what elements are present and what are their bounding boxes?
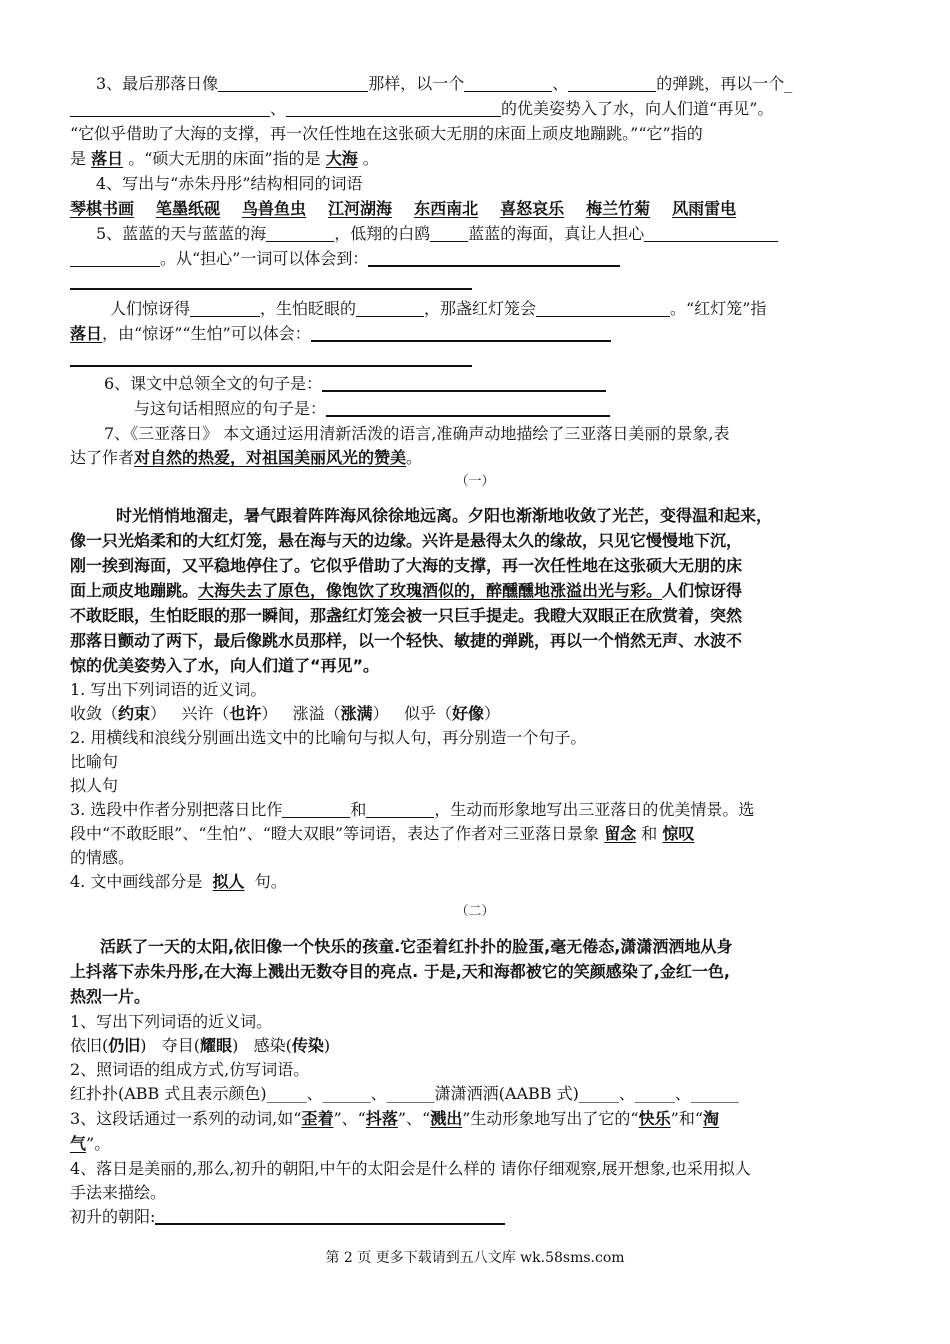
q-text: 3、这段话通过一系列的动词,如“ xyxy=(70,1109,302,1128)
passage-line: 刚一挨到海面，又平稳地停住了。它似乎借助了大海的支撑，再一次任性地在这张硕大无朋的床 xyxy=(70,556,743,575)
q-text: 3. 选段中作者分别把落日比作 xyxy=(70,800,283,819)
answer: 歪着 xyxy=(301,1109,334,1128)
s1-q2: 2. 用横线和浪线分别画出选文中的比喻句与拟人句，再分别造一个句子。 xyxy=(70,728,587,747)
answer-line[interactable] xyxy=(70,365,472,367)
q-text: ”和“ xyxy=(670,1109,704,1128)
blank[interactable] xyxy=(536,298,670,317)
q3-line-3: “它似乎借助了大海的支撑，再一次任性地在这张硕大无朋的床面上顽皮地蹦跳。”“它”指的 xyxy=(70,124,703,143)
passage-line: 那落日颤动了两下，最后像跳水员那样，以一个轻快、敏捷的弹跳，再以一个悄然无声、水波不 xyxy=(70,631,743,650)
q7-text: 。 xyxy=(406,448,423,467)
q-text: 初升的朝阳: xyxy=(70,1207,156,1226)
s2-q4-line-1: 4、落日是美丽的,那么,初升的朝阳,中午的太阳会是什么样的 请你仔细观察,展开想象,也采用拟人 xyxy=(70,1159,751,1178)
q-text: ，生动而形象地写出三亚落日的优美情景。选 xyxy=(434,800,755,819)
q5-line-1 xyxy=(96,222,890,246)
answer-line[interactable] xyxy=(326,397,610,417)
q3-text: 的优美姿势入了水，向人们道“再见”。 xyxy=(501,99,774,118)
q-text: 句。 xyxy=(254,872,287,891)
s2-synonyms: 依旧(仍旧) 夺目(耀眼) 感染(传染) xyxy=(70,1036,331,1055)
answer: 落日 xyxy=(70,324,103,343)
q3-line-1: 3、最后那落日像 那样，以一个 、 的弹跳，再以一个_ xyxy=(96,74,793,93)
q3-text: 那样，以一个 xyxy=(368,74,465,93)
answer-word: 东西南北 xyxy=(414,199,479,218)
passage-text: 人们惊讶得 xyxy=(662,581,743,600)
q-text: 段中“不敢眨眼”、“生怕”、“瞪大双眼”等词语，表达了作者对三亚落日景象 xyxy=(70,824,600,843)
passage-line: 像一只光焰柔和的大红灯笼，悬在海与天的边缘。兴许是悬得太久的缘故，只见它慢慢地下沉， xyxy=(70,531,743,550)
blank[interactable] xyxy=(464,73,552,92)
q-text: 和 xyxy=(641,824,658,843)
q5-line-2 xyxy=(70,247,890,271)
blank[interactable] xyxy=(366,799,434,818)
s2-q3-line-2 xyxy=(70,1132,890,1156)
q5-para-line-2 xyxy=(70,322,890,346)
q3-line-2: 、 的优美姿势入了水，向人们道“再见”。 xyxy=(70,97,890,121)
answer: 耀眼 xyxy=(200,1036,233,1055)
q3-text: 。 xyxy=(362,149,379,168)
passage-line: 时光悄悄地溜走，暑气跟着阵阵海风徐徐地远离。夕阳也渐渐地收敛了光芒，变得温和起来， xyxy=(116,506,773,525)
word: 兴许 xyxy=(181,704,214,723)
answer-line[interactable] xyxy=(70,288,472,290)
q5-text: ，由“惊讶”“生怕”可以体会： xyxy=(102,324,311,343)
blank[interactable] xyxy=(282,799,350,818)
word: 感染 xyxy=(253,1036,286,1055)
blank[interactable] xyxy=(218,73,368,92)
s2-q2: 2、照词语的组成方式,仿写词语。 xyxy=(70,1060,310,1079)
blank[interactable] xyxy=(286,98,501,117)
answer-word: 江河湖海 xyxy=(328,199,393,218)
blank[interactable] xyxy=(430,223,468,242)
answer: 惊叹 xyxy=(662,824,695,843)
q5-text: 。“红灯笼”指 xyxy=(670,299,767,318)
answer-word: 鸟兽鱼虫 xyxy=(242,199,307,218)
q5-text: 蓝蓝的海面，真让人担心 xyxy=(468,224,645,243)
q3-text: 。“硕大无朋的床面”指的是 xyxy=(128,149,321,168)
q5-text: ，低翔的白鸥 xyxy=(334,224,431,243)
q5-text: ，生怕眨眼的 xyxy=(260,299,357,318)
q3-line-4 xyxy=(70,147,890,171)
passage-line: 不敢眨眼，生怕眨眼的那一瞬间，那盏红灯笼会被一只巨手提走。我瞪大双眼正在欣赏着，突然 xyxy=(70,606,743,625)
underlined-sentence: 大海失去了原色，像饱饮了玫瑰酒似的，醉醺醺地涨溢出光与彩。 xyxy=(198,581,663,600)
blank[interactable] xyxy=(568,73,656,92)
s2-q1: 1、写出下列词语的近义词。 xyxy=(70,1012,273,1031)
answer: 约束 xyxy=(118,704,151,723)
q3-text: 是 xyxy=(70,149,87,168)
word: 收敛 xyxy=(70,704,103,723)
answer: 仍旧 xyxy=(108,1036,141,1055)
answer: 留念 xyxy=(604,824,637,843)
answer-line[interactable] xyxy=(155,1205,505,1225)
passage-line: 热烈一片。 xyxy=(70,987,151,1006)
q4-prompt: 4、写出与“赤朱丹彤”结构相同的词语 xyxy=(96,174,363,193)
blank[interactable] xyxy=(70,98,270,117)
q5-text: 。从“担心”一词可以体会到： xyxy=(160,249,369,268)
page-footer: 第 2 页 更多下载请到五八文库 wk.58sms.com xyxy=(325,1250,625,1266)
s1-metaphor-label: 比喻句 xyxy=(70,752,119,771)
section-title: （一） xyxy=(455,474,495,489)
s1-q3-line-2 xyxy=(70,822,890,846)
answer-word: 风雨雷电 xyxy=(672,199,737,218)
q5-text: 5、蓝蓝的天与蓝蓝的海 xyxy=(96,224,267,243)
answer-line[interactable] xyxy=(368,247,620,267)
q3-text: 的弹跳，再以一个 xyxy=(656,74,785,93)
answer: 落日 xyxy=(91,149,124,168)
q6-text: 6、课文中总领全文的句子是： xyxy=(104,374,323,393)
q6-text: 与这句话相照应的句子是： xyxy=(134,399,327,418)
q7-text: 达了作者 xyxy=(70,448,135,467)
word: 依旧 xyxy=(70,1036,103,1055)
s2-q4-line-3 xyxy=(70,1205,890,1229)
passage-text: 面上顽皮地蹦跳。 xyxy=(70,581,199,600)
blank[interactable] xyxy=(190,298,260,317)
answer: 也许 xyxy=(229,704,262,723)
blank[interactable] xyxy=(356,298,424,317)
answer: 快乐 xyxy=(638,1109,671,1128)
word: 涨溢 xyxy=(292,704,325,723)
answer-word: 琴棋书画 xyxy=(70,199,135,218)
section-title: （二） xyxy=(455,904,495,919)
q-text: 4. 文中画线部分是 xyxy=(70,872,203,891)
passage-line: 惊的优美姿势入了水，向人们道了“再见”。 xyxy=(70,656,380,675)
q6-line-2 xyxy=(134,397,890,421)
s1-q1: 1. 写出下列词语的近义词。 xyxy=(70,680,267,699)
word: 夺目 xyxy=(161,1036,194,1055)
passage-line: 上抖落下赤朱丹彤,在大海上溅出无数夺目的亮点. 于是,天和海都被它的笑颜感染了,金红一色, xyxy=(70,962,730,981)
answer: 对自然的热爱，对祖国美丽风光的赞美 xyxy=(134,448,407,467)
answer: 淘 xyxy=(703,1109,720,1128)
q3-text: 3、最后那落日像 xyxy=(96,74,219,93)
q-text: ”。 xyxy=(86,1134,111,1153)
answer-word: 喜怒哀乐 xyxy=(500,199,565,218)
q5-text: 人们惊讶得 xyxy=(110,299,191,318)
answer: 气 xyxy=(70,1134,87,1153)
answer: 传染 xyxy=(291,1036,324,1055)
answer: 拟人 xyxy=(212,872,245,891)
s2-q4-line-2: 手法来描绘。 xyxy=(70,1183,167,1202)
answer: 好像 xyxy=(451,704,484,723)
q6-line-1 xyxy=(104,372,890,396)
answer: 溅出 xyxy=(430,1109,463,1128)
q-text: ”生动形象地写出了它的“ xyxy=(462,1109,639,1128)
word: 似乎 xyxy=(403,704,436,723)
q5-para-line-1 xyxy=(110,297,890,321)
q7-line-2 xyxy=(70,446,890,470)
answer: 大海 xyxy=(325,149,358,168)
blank[interactable] xyxy=(70,248,160,267)
q4-answer-words xyxy=(70,197,890,221)
answer-word: 梅兰竹菊 xyxy=(586,199,651,218)
blank[interactable] xyxy=(266,223,334,242)
s1-q3-line-1 xyxy=(70,798,890,822)
answer: 抖落 xyxy=(365,1109,398,1128)
s1-personify-label: 拟人句 xyxy=(70,776,119,795)
q5-text: ，那盏红灯笼会 xyxy=(424,299,537,318)
answer-line[interactable] xyxy=(322,372,606,392)
s1-q4 xyxy=(70,870,890,894)
s1-q3-line-3: 的情感。 xyxy=(70,848,135,867)
s1-synonyms: 收敛（约束） 兴许（也许） 涨溢（涨满） 似乎（好像） xyxy=(70,704,500,723)
q-text: 和 xyxy=(350,800,367,819)
answer-line[interactable] xyxy=(311,322,611,342)
answer: 涨满 xyxy=(340,704,373,723)
passage-line xyxy=(70,579,890,603)
passage-line: 活跃了一天的太阳,依旧像一个快乐的孩童.它歪着红扑扑的脸蛋,毫无倦态,潇潇洒洒地从身 xyxy=(100,937,733,956)
blank[interactable] xyxy=(644,223,778,242)
s2-q3-line-1: 3、这段话通过一系列的动词,如“歪着”、“抖落”、“溅出”生动形象地写出了它的“快乐”和“淘 xyxy=(70,1109,720,1128)
s2-q2-line[interactable]: 红扑扑(ABB 式且表示颜色)_____、______、______潇潇洒洒(AABB 式)_____、_____、______ xyxy=(70,1084,739,1103)
answer-word: 笔墨纸砚 xyxy=(156,199,221,218)
q7-line-1: 7、《三亚落日》 本文通过运用清新活泼的语言,准确声动地描绘了三亚落日美丽的景象,表 xyxy=(104,424,730,443)
